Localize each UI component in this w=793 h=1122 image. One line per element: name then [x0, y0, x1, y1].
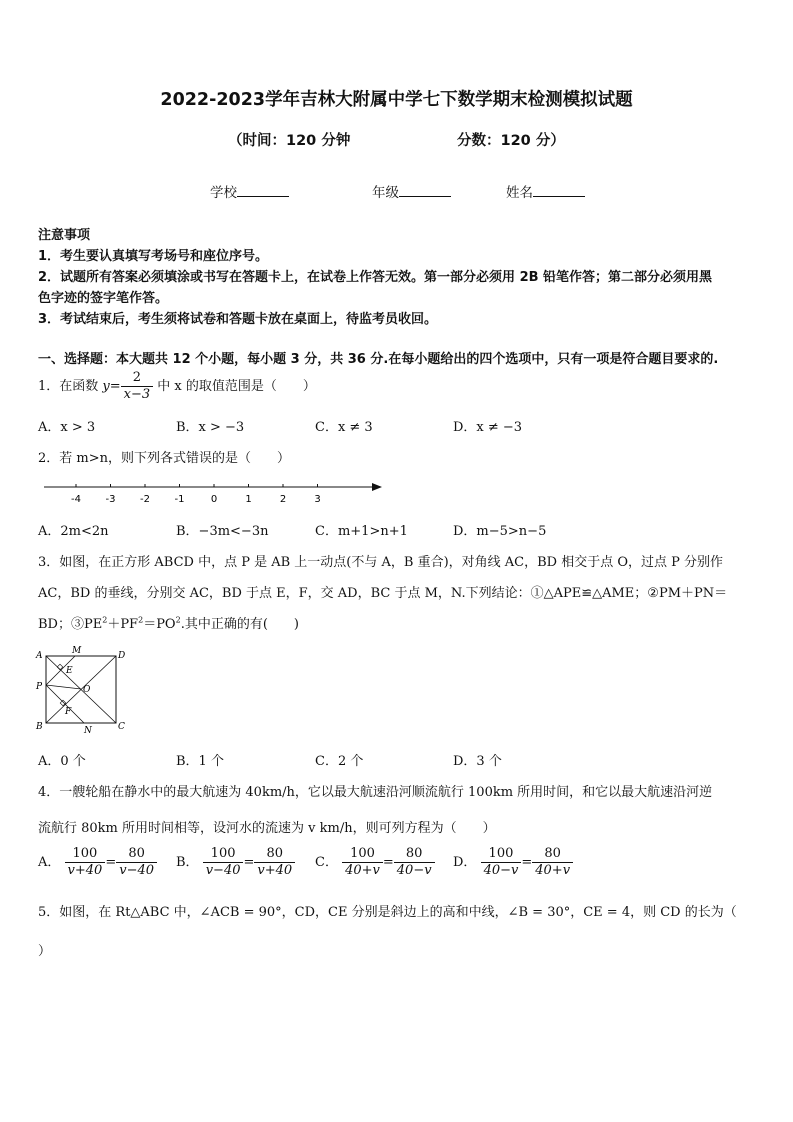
segment-po: [46, 685, 81, 689]
q1-denominator: x−3: [123, 387, 151, 402]
q1-pre: 1．在函数: [38, 379, 103, 394]
q4-c-frac1: [342, 846, 383, 879]
q4-option-a[interactable]: [38, 846, 157, 879]
q2-option-a[interactable]: A．2m<2n: [38, 524, 109, 539]
numerator: 80: [532, 846, 573, 863]
q3-option-d[interactable]: D．3 个: [453, 754, 502, 769]
equals: =: [521, 855, 533, 870]
denominator: 40+v: [345, 863, 380, 878]
q4-d-frac1: [481, 846, 522, 879]
q3-sup: 2: [138, 615, 144, 625]
name-label: 姓名: [506, 185, 533, 201]
label-c: C: [118, 722, 125, 732]
school-label: 学校: [210, 185, 237, 201]
q1-option-a[interactable]: A．x > 3: [38, 420, 96, 435]
q3-text: ＋PF: [107, 617, 139, 632]
q3-option-a[interactable]: A．0 个: [38, 754, 86, 769]
q2-option-b[interactable]: B．−3m<−3n: [176, 524, 269, 539]
grade-field: [372, 181, 451, 201]
question-3-line2: AC，BD 的垂线，分别交 AC，BD 于点 E，F，交 AD，BC 于点 M，N.下列结论：①△APE≌△AME；②PM＋PN＝: [38, 586, 728, 601]
notice-heading: 注意事项: [38, 228, 91, 243]
notice-item: 3．考试结束后，考生须将试卷和答题卡放在桌面上，待监考员收回。: [38, 312, 438, 327]
question-2: 2．若 m>n，则下列各式错误的是（ ）: [38, 451, 290, 466]
q2-option-c[interactable]: C．m+1>n+1: [315, 524, 408, 539]
grade-label: 年级: [372, 185, 399, 201]
q3-sup: 2: [175, 615, 181, 625]
denominator: v+40: [257, 863, 293, 878]
q4-option-b[interactable]: [176, 846, 295, 879]
q4-d-frac2: [532, 846, 573, 879]
q2-option-d[interactable]: D．m−5>n−5: [453, 524, 547, 539]
q4-c-label: C．: [315, 855, 338, 870]
square-diagram: [34, 645, 129, 735]
name-field: [506, 181, 585, 201]
grade-blank[interactable]: [399, 184, 451, 197]
q4-d-label: D．: [453, 855, 477, 870]
q4-b-frac2: [254, 846, 295, 879]
question-4-line2: 流航行 80km 所用时间相等，设河水的流速为 v km/h，则可列方程为（ ）: [38, 821, 496, 836]
q1-option-c[interactable]: C．x ≠ 3: [315, 420, 373, 435]
exam-time: （时间：120 分钟: [228, 133, 351, 149]
q1-numerator: 2: [121, 370, 154, 387]
numerator: 80: [394, 846, 435, 863]
equals: =: [243, 855, 255, 870]
numerator: 80: [254, 846, 295, 863]
q1-option-b[interactable]: B．x > −3: [176, 420, 245, 435]
q4-a-frac1: [65, 846, 106, 879]
label-a: A: [36, 651, 43, 661]
number-line-tick-label: -1: [174, 494, 185, 505]
numerator: 80: [116, 846, 157, 863]
question-3-line3: [38, 613, 299, 632]
notice-item: 1．考生要认真填写考场号和座位序号。: [38, 249, 269, 264]
denominator: v−40: [119, 863, 154, 878]
q4-option-d[interactable]: [453, 846, 573, 879]
label-e: E: [66, 666, 73, 676]
number-line-tick-label: 0: [210, 494, 218, 505]
q1-post: 中 x 的取值范围是（ ）: [153, 379, 316, 394]
q3-option-c[interactable]: C．2 个: [315, 754, 364, 769]
q3-text: ＝PO: [143, 617, 176, 632]
number-line-tick-label: 1: [245, 494, 252, 505]
denominator: 40−v: [396, 863, 432, 878]
notice-item: 2．试题所有答案必须填涂或书写在答题卡上，在试卷上作答无效。第一部分必须用 2B 铅笔作答；第二部分必须用黑: [38, 270, 713, 285]
numerator: 100: [65, 846, 106, 863]
q3-sup: 2: [102, 615, 108, 625]
equals: =: [105, 855, 117, 870]
denominator: 40−v: [483, 863, 519, 878]
label-m: M: [72, 646, 82, 656]
q3-text: BD；③PE: [38, 617, 103, 632]
number-line: [40, 478, 390, 508]
exam-score: 分数：120 分）: [457, 133, 565, 149]
notice-item: 色字迹的签字笔作答。: [38, 291, 169, 306]
label-o: O: [83, 685, 91, 695]
denominator: v+40: [67, 863, 103, 878]
denominator: 40+v: [535, 863, 571, 878]
school-field: [210, 181, 289, 201]
number-line-tick-label: 3: [314, 494, 321, 505]
numerator: 100: [481, 846, 522, 863]
q1-y: y: [102, 379, 110, 394]
question-4-line1: 4．一艘轮船在静水中的最大航速为 40km/h，它以最大航速沿河顺流航行 100km 所用时间，和它以最大航速沿河逆: [38, 785, 713, 800]
number-line-tick-label: -3: [105, 494, 116, 505]
question-1: [38, 370, 316, 403]
q4-a-frac2: [116, 846, 157, 879]
equals: =: [382, 855, 394, 870]
number-line-tick-label: 2: [279, 494, 287, 505]
q4-b-frac1: [203, 846, 244, 879]
page-title: 2022-2023学年吉林大附属中学七下数学期末检测模拟试题: [160, 90, 633, 110]
q4-b-label: B．: [176, 855, 199, 870]
q1-eq: =: [109, 379, 121, 394]
label-f: F: [65, 707, 72, 717]
number-line-tick-label: -2: [140, 494, 150, 505]
q3-option-b[interactable]: B．1 个: [176, 754, 224, 769]
q1-fraction: [121, 370, 154, 403]
question-3-line1: 3．如图，在正方形 ABCD 中，点 P 是 AB 上一动点(不与 A，B 重合)，对角线 AC，BD 相交于点 O，过点 P 分别作: [38, 555, 724, 570]
label-p: P: [36, 682, 43, 692]
name-blank[interactable]: [533, 184, 585, 197]
number-line-tick-label: -4: [71, 494, 81, 505]
label-n: N: [84, 726, 92, 735]
label-b: B: [36, 722, 43, 732]
q4-c-frac2: [394, 846, 435, 879]
q4-option-c[interactable]: [315, 846, 435, 879]
q4-a-label: A．: [38, 855, 61, 870]
denominator: v−40: [205, 863, 241, 878]
section-heading: 一、选择题：本大题共 12 个小题，每小题 3 分，共 36 分.在每小题给出的四个选项中，只有一项是符合题目要求的.: [38, 352, 719, 367]
label-d: D: [118, 651, 126, 661]
numerator: 100: [203, 846, 244, 863]
q1-option-d[interactable]: D．x ≠ −3: [453, 420, 523, 435]
number-line-arrow: [372, 483, 382, 491]
question-5-line1: 5．如图，在 Rt△ABC 中，∠ACB = 90°，CD，CE 分别是斜边上的高和中线，∠B = 30°，CE = 4，则 CD 的长为（: [38, 905, 737, 920]
question-5-line2: ）: [38, 944, 52, 959]
numerator: 100: [342, 846, 383, 863]
school-blank[interactable]: [237, 184, 289, 197]
q3-text: .其中正确的有( ): [180, 617, 299, 632]
